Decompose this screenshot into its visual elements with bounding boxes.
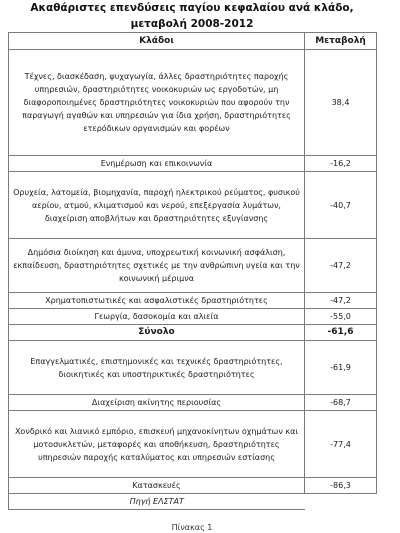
sector-cell: Κατασκευές xyxy=(9,478,305,494)
table-row xyxy=(9,50,377,156)
table-row xyxy=(9,309,377,325)
table-row xyxy=(9,156,377,172)
change-cell: -47,2 xyxy=(305,293,377,309)
sector-cell: Τέχνες, διασκέδαση, ψυχαγωγία, άλλες δραστηριότητες παροχής υπηρεσιών, δραστηριότητες νοικοκυριών ως εργοδοτών, μη διαφοροποιημένες δραστηριότητες νοικοκυριών που αφορούν την παραγωγή αγαθών και υπηρεσιών για ίδια χρήση, δραστηριότητες ετερόδικων οργανισμών και φορέων xyxy=(9,50,305,156)
source-row xyxy=(9,494,377,510)
change-cell: -61,9 xyxy=(305,341,377,395)
sector-cell: Δημόσια διοίκηση και άμυνα, υποχρεωτική κοινωνική ασφάλιση, εκπαίδευση, δραστηριότητες σχετικές με την ανθρώπινη υγεία και την κοινωνική μέριμνα xyxy=(9,239,305,293)
header-sectors: Κλάδοι xyxy=(9,33,305,50)
title-line-1: Ακαθάριστες επενδύσεις παγίου κεφαλαίου ανά κλάδο, xyxy=(30,2,354,14)
total-value: -61,6 xyxy=(305,325,377,341)
change-cell: -68,7 xyxy=(305,395,377,411)
total-row xyxy=(9,325,377,341)
table-caption: Πίνακας 1 xyxy=(171,523,213,532)
sector-cell: Διαχείριση ακίνητης περιουσίας xyxy=(9,395,305,411)
sector-cell: Επαγγελματικές, επιστημονικές και τεχνικές δραστηριότητες, διοικητικές και υποστηρικτικές δραστηριότητες xyxy=(9,341,305,395)
change-cell: -47,2 xyxy=(305,239,377,293)
sector-cell: Χρηματοπιστωτικές και ασφαλιστικές δραστηριότητες xyxy=(9,293,305,309)
change-cell: 38,4 xyxy=(305,50,377,156)
sector-cell: Γεωργία, δασοκομία και αλιεία xyxy=(9,309,305,325)
table-row xyxy=(9,172,377,239)
change-cell: -40,7 xyxy=(305,172,377,239)
total-label: Σύνολο xyxy=(9,325,305,341)
table-header-row xyxy=(9,33,377,50)
table-row xyxy=(9,411,377,478)
table-row xyxy=(9,395,377,411)
change-cell: -16,2 xyxy=(305,156,377,172)
document xyxy=(8,0,376,532)
header-change: Μεταβολή xyxy=(305,33,377,50)
table-title xyxy=(8,0,376,32)
title-line-2: μεταβολή 2008-2012 xyxy=(130,18,254,30)
table-row xyxy=(9,478,377,494)
investment-change-table xyxy=(8,32,377,510)
sector-cell: Χονδρικό και λιανικό εμπόριο, επισκευή μηχανοκίνητων οχημάτων και μοτοσυκλετών, μεταφορές και αποθήκευση, δραστηριότητες υπηρεσιών παροχής καταλύματος και υπηρεσιών εστίασης xyxy=(9,411,305,478)
change-cell: -55,0 xyxy=(305,309,377,325)
source-blank-cell xyxy=(305,494,377,510)
source-note: Πηγή ΕΛΣΤΑΤ xyxy=(9,494,305,510)
change-cell: -77,4 xyxy=(305,411,377,478)
table-row xyxy=(9,341,377,395)
sector-cell: Ορυχεία, λατομεία, βιομηχανία, παροχή ηλεκτρικού ρεύματος, φυσικού αερίου, ατμού, κλιματισμού και νερού, επεξεργασία λυμάτων, διαχείριση αποβλήτων και δραστηριότητες εξυγίανσης xyxy=(9,172,305,239)
change-cell: -86,3 xyxy=(305,478,377,494)
table-row xyxy=(9,293,377,309)
sector-cell: Ενημέρωση και επικοινωνία xyxy=(9,156,305,172)
table-row xyxy=(9,239,377,293)
